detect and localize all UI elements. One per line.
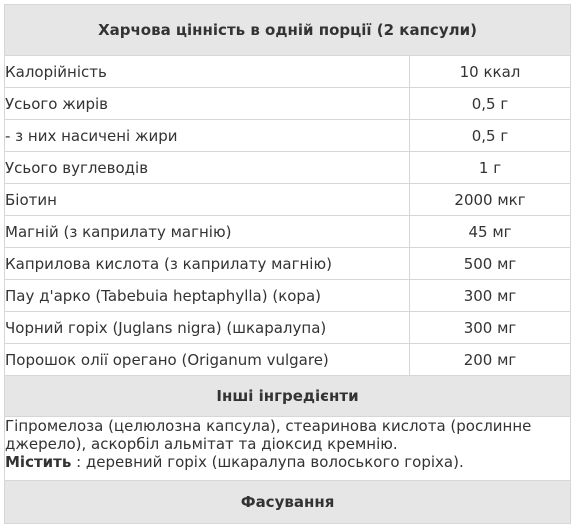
nutrient-value: 300 мг bbox=[410, 280, 571, 312]
table-row bbox=[5, 216, 571, 248]
nutrient-name: Усього вуглеводів bbox=[5, 152, 410, 184]
supplement-facts bbox=[4, 4, 570, 524]
other-ingredients-row bbox=[5, 417, 571, 481]
other-ingredients-header: Інші інгредієнти bbox=[5, 376, 571, 417]
table-row bbox=[5, 88, 571, 120]
nutrient-value: 0,5 г bbox=[410, 88, 571, 120]
nutrient-value: 500 мг bbox=[410, 248, 571, 280]
nutrient-name: Біотин bbox=[5, 184, 410, 216]
nutrient-value: 10 ккал bbox=[410, 56, 571, 88]
other-ingredients-cell bbox=[5, 417, 571, 481]
nutrition-header-row bbox=[5, 5, 571, 56]
nutrient-name: - з них насичені жири bbox=[5, 120, 410, 152]
table-row bbox=[5, 120, 571, 152]
nutrient-value: 2000 мкг bbox=[410, 184, 571, 216]
table-row bbox=[5, 312, 571, 344]
table-row bbox=[5, 56, 571, 88]
nutrient-value: 1 г bbox=[410, 152, 571, 184]
other-ingredients-header-row bbox=[5, 376, 571, 417]
nutrient-value: 200 мг bbox=[410, 344, 571, 376]
table-row bbox=[5, 248, 571, 280]
nutrition-header: Харчова цінність в одній порції (2 капсули) bbox=[5, 5, 571, 56]
nutrient-value: 0,5 г bbox=[410, 120, 571, 152]
nutrient-value: 45 мг bbox=[410, 216, 571, 248]
nutrient-value: 300 мг bbox=[410, 312, 571, 344]
nutrient-name: Калорійність bbox=[5, 56, 410, 88]
packaging-header-row bbox=[5, 481, 571, 524]
other-ingredients-text: Гіпромелоза (целюлозна капсула), стеаринова кислота (рослинне джерело), аскорбіл альмітат та діоксид кремнію. bbox=[5, 417, 532, 453]
table-row bbox=[5, 152, 571, 184]
table-row bbox=[5, 344, 571, 376]
table-row bbox=[5, 184, 571, 216]
nutrient-name: Пау д'арко (Tabebuia heptaphylla) (кора) bbox=[5, 280, 410, 312]
nutrient-name: Чорний горіх (Juglans nigra) (шкаралупа) bbox=[5, 312, 410, 344]
table-row bbox=[5, 280, 571, 312]
packaging-header: Фасування bbox=[5, 481, 571, 524]
nutrient-name: Порошок олії орегано (Origanum vulgare) bbox=[5, 344, 410, 376]
nutrient-name: Усього жирів bbox=[5, 88, 410, 120]
nutrition-table bbox=[4, 4, 571, 524]
contains-line bbox=[5, 453, 570, 471]
nutrient-name: Каприлова кислота (з каприлату магнію) bbox=[5, 248, 410, 280]
nutrient-name: Магній (з каприлату магнію) bbox=[5, 216, 410, 248]
contains-text: : деревний горіх (шкаралупа волоського горіха). bbox=[71, 453, 464, 471]
contains-label: Містить bbox=[5, 453, 72, 471]
